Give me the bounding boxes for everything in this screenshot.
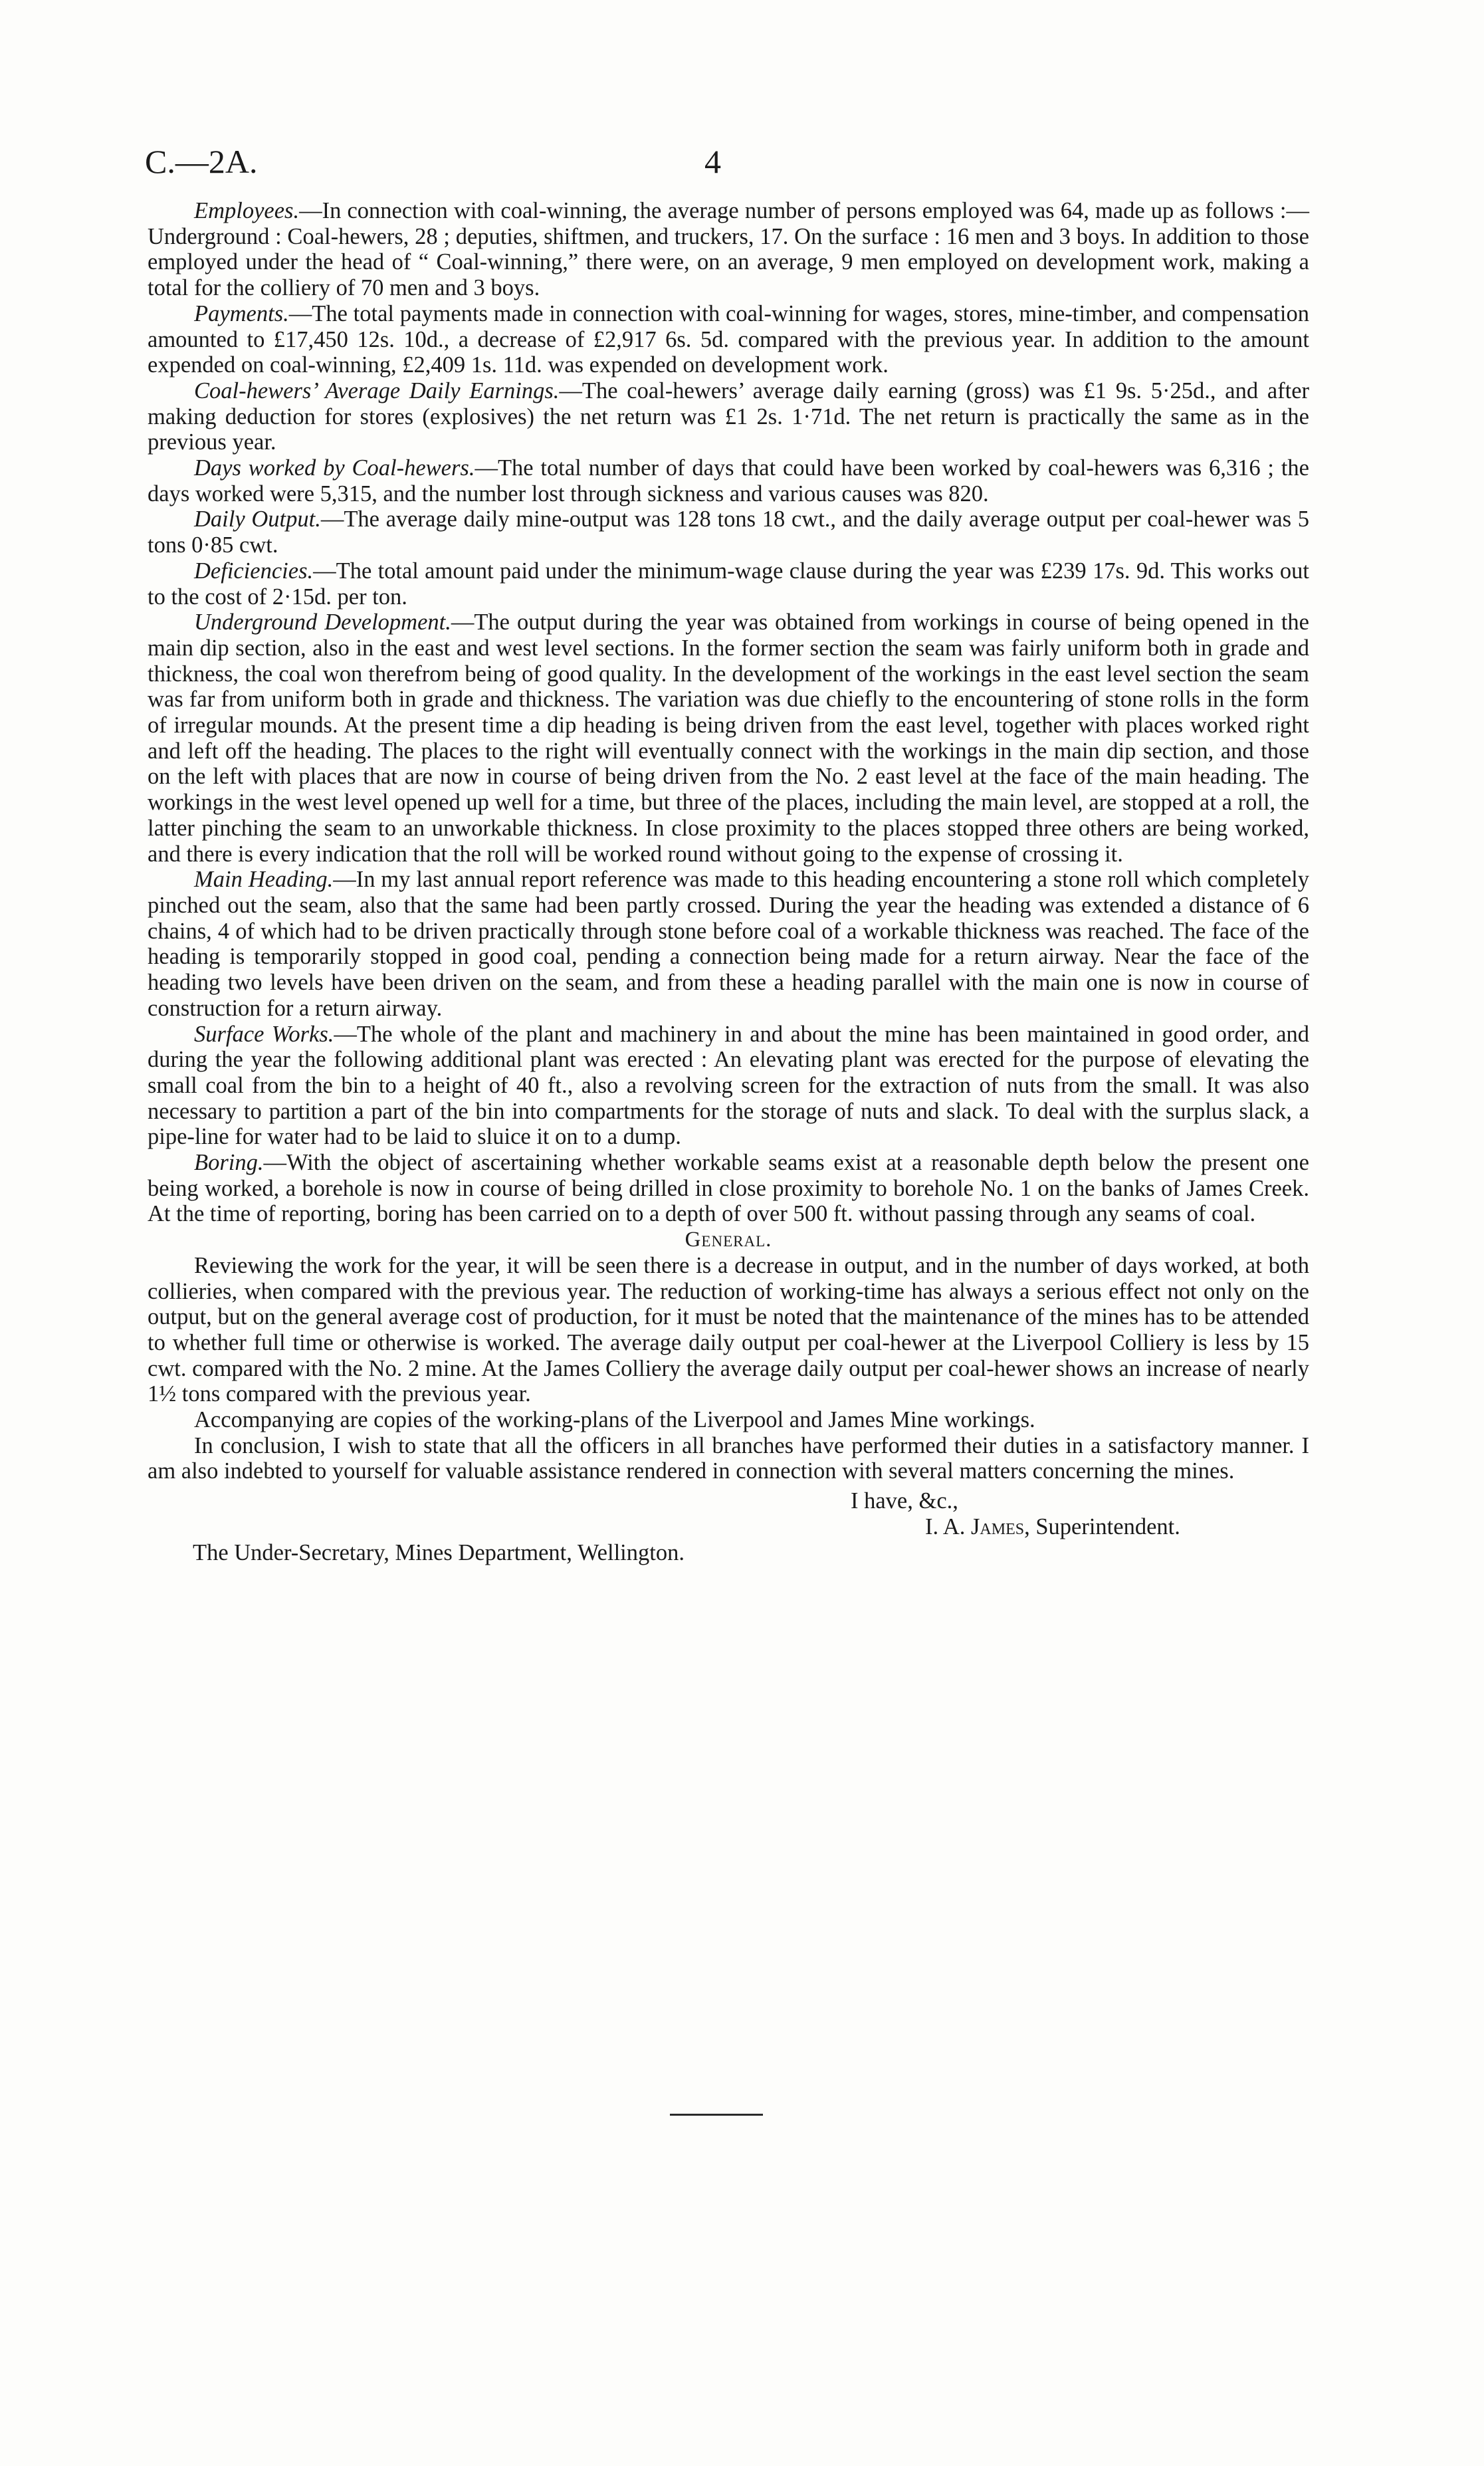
- paragraph-boring: [148, 1150, 1309, 1227]
- section-heading-general: General.: [685, 1228, 772, 1252]
- end-rule-divider: [670, 2114, 763, 2116]
- paragraph-heading: Daily Output.: [194, 506, 321, 532]
- paragraph-text: —The total payments made in connection with coal-winning for wages, stores, mine-timber, and compensation amounted to £17,450 12s. 10d., a decrease of £2,917 6s. 5d. compared with the previous year. In addition to the amount expended on coal-winning, £2,409 1s. 11d. was expended on development work.: [148, 300, 1309, 378]
- paragraph-text: —The whole of the plant and machinery in and about the mine has been maintained in good order, and during the year the following additional plant was erected : An elevating plant was erected for the purpose of elevating the small coal from the bin to a height of 40 ft., also a revolving screen for the extraction of nuts from the small. It was also necessary to partition a part of the bin into compartments for the storage of nuts and slack. To deal with the surplus slack, a pipe-line for water had to be laid to sluice it on to a dump.: [148, 1021, 1310, 1150]
- paragraph-text: —In my last annual report reference was made to this heading encountering a stone roll which completely pinched out the seam, also that the same had been partly crossed. During the year the heading was extended a distance of 6 chains, 4 of which had to be driven practically through stone before coal of a workable thickness was reached. The face of the heading is temporarily stopped in good coal, pending a connection being made for a return airway. Near the face of the heading two levels have been driven on the seam, and from these a heading parallel with the main one is now in course of construction for a return airway.: [148, 867, 1310, 1021]
- paragraph-heading: Boring.: [194, 1150, 264, 1176]
- page-number: 4: [704, 143, 721, 180]
- paragraph-heading: Payments.: [194, 300, 289, 326]
- paragraph-surface-works: [148, 1022, 1309, 1151]
- paragraph-text: —In connection with coal-winning, the average number of persons employed was 64, made up as follows :—Underground : Coal-hewers, 28 ; deputies, shiftmen, and truckers, 17. On the surface : 16 men and 3 boys. In addition to those employed under the head of “ Coal-winning,” there were, on an average, 9 men employed on development work, making a total for the colliery of 70 men and 3 boys.: [148, 198, 1309, 301]
- paragraph-text: —The total amount paid under the minimum-wage clause during the year was £239 17s. 9d. This works out to the cost of 2·15d. per ton.: [148, 558, 1309, 610]
- paragraph-text: —The total number of days that could have been worked by coal-hewers was 6,316 ; the days worked were 5,315, and the number lost through sickness and various causes was 820.: [148, 455, 1309, 506]
- paragraph-heading: Days worked by Coal-hewers.: [194, 455, 475, 481]
- signature-surname: James: [971, 1513, 1025, 1539]
- paragraph-heading: Coal-hewers’ Average Daily Earnings.: [194, 378, 560, 403]
- paragraph-daily-earnings: [148, 378, 1309, 455]
- signature-initials: I. A.: [925, 1513, 971, 1539]
- signature-block: [148, 1488, 1309, 1539]
- paragraph-text: —The coal-hewers’ average daily earning (gross) was £1 9s. 5·25d., and after making deduction for stores (explosives) the net return was £1 2s. 1·71d. The net return is practically the same as in the previous year.: [148, 378, 1310, 455]
- paragraph-days-worked: [148, 455, 1309, 506]
- paragraph-main-heading: [148, 867, 1309, 1021]
- signature-title: , Superintendent.: [1024, 1513, 1180, 1539]
- paragraph-general-review: Reviewing the work for the year, it will be seen there is a decrease in output, and in the number of days worked, at both collieries, when compared with the previous year. The reduction of working-time has always a serious effect not only on the output, but on the general average cost of production, for it must be noted that the maintenance of the mines has to be attended to whether full time or otherwise is worked. The average daily output per coal-hewer at the Liverpool Colliery is less by 15 cwt. compared with the No. 2 mine. At the James Colliery the average daily output per coal-hewer shows an increase of nearly 1½ tons compared with the previous year.: [148, 1252, 1309, 1407]
- paragraph-text: —With the object of ascertaining whether workable seams exist at a reasonable depth below the present one being worked, a borehole is now in course of being drilled in close proximity to borehole No. 1 on the banks of James Creek. At the time of reporting, boring has been carried on to a depth of over 500 ft. without passing through any seams of coal.: [148, 1150, 1309, 1227]
- paragraph-heading: Underground Development.: [194, 610, 451, 635]
- paragraph-heading: Main Heading.: [194, 867, 334, 893]
- addressee-line: The Under-Secretary, Mines Department, Wellington.: [193, 1539, 685, 1565]
- paragraph-employees: [148, 198, 1309, 301]
- paragraph-underground-development: [148, 610, 1309, 867]
- report-body: [148, 198, 1309, 1565]
- signature-name: [148, 1514, 1309, 1540]
- paragraph-payments: [148, 301, 1309, 378]
- paragraph-general-conclusion: In conclusion, I wish to state that all the officers in all branches have performed their duties in a satisfactory manner. I am also indebted to yourself for valuable assistance rendered in connection with several matters concerning the mines.: [148, 1432, 1309, 1484]
- paragraph-text: —The average daily mine-output was 128 tons 18 cwt., and the daily average output per coal-hewer was 5 tons 0·85 cwt.: [148, 506, 1309, 558]
- paragraph-deficiencies: [148, 558, 1309, 610]
- paragraph-heading: Surface Works.: [194, 1021, 334, 1047]
- signature-salutation: I have, &c.,: [851, 1488, 958, 1514]
- document-reference: C.—2A.: [145, 143, 258, 180]
- paragraph-heading: Employees.: [194, 198, 300, 223]
- paragraph-general-plans: Accompanying are copies of the working-plans of the Liverpool and James Mine workings.: [194, 1407, 1035, 1433]
- paragraph-daily-output: [148, 506, 1309, 558]
- paragraph-text: —The output during the year was obtained from workings in course of being opened in the main dip section, also in the east and west level sections. In the former section the seam was fairly uniform both in grade and thickness, the coal won therefrom being of good quality. In the development of the workings in the east level section the seam was far from uniform both in grade and thickness. The variation was due chiefly to the encountering of stone rolls in the form of irregular mounds. At the present time a dip heading is being driven from the east level, together with places worked right and left off the heading. The places to the right will eventually connect with the workings in the main dip section, and those on the left with places that are now in course of being driven from the No. 2 east level at the face of the main heading. The workings in the west level opened up well for a time, but three of the places, including the main level, are stopped at a roll, the latter pinching the seam to an unworkable thickness. In close proximity to the places stopped three others are being worked, and there is every indication that the roll will be worked round without going to the expense of crossing it.: [148, 610, 1309, 867]
- paragraph-heading: Deficiencies.: [194, 558, 314, 584]
